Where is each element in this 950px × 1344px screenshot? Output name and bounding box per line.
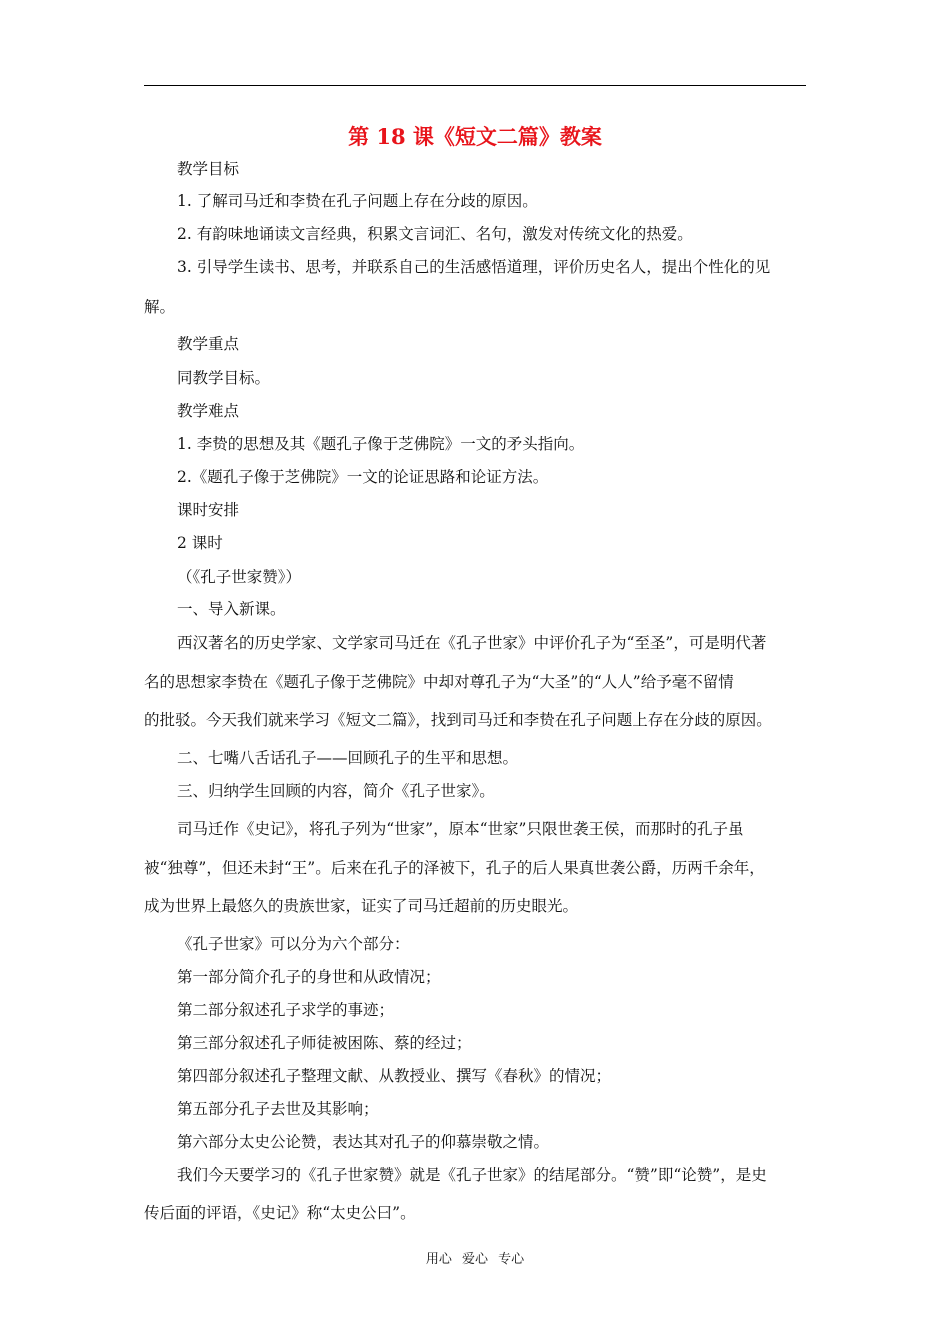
header-rule — [144, 85, 806, 86]
body-line: 1. 了解司马迁和李贽在孔子问题上存在分歧的原因。 — [177, 192, 538, 210]
body-line: 《孔子世家》可以分为六个部分： — [177, 935, 410, 953]
body-line: 西汉著名的历史学家、文学家司马迁在《孔子世家》中评价孔子为“至圣”，可是明代著 — [177, 634, 767, 652]
body-line: 第三部分叙述孔子师徒被困陈、蔡的经过； — [177, 1034, 472, 1052]
body-line: 3. 引导学生读书、思考，并联系自己的生活感悟道理，评价历史名人，提出个性化的见 — [177, 258, 771, 276]
body-line: 1. 李贽的思想及其《题孔子像于芝佛院》一文的矛头指向。 — [177, 435, 585, 453]
body-line: （《孔子世家赞》） — [177, 568, 302, 586]
body-line: 一、导入新课。 — [177, 600, 286, 618]
body-line: 2. 有韵味地诵读文言经典，积累文言词汇、名句，激发对传统文化的热爱。 — [177, 225, 693, 243]
body-line: 第五部分孔子去世及其影响； — [177, 1100, 379, 1118]
body-line: 教学难点 — [177, 402, 240, 420]
body-line: 二、七嘴八舌话孔子——回顾孔子的生平和思想。 — [177, 749, 519, 767]
body-line: 第四部分叙述孔子整理文献、从教授业、撰写《春秋》的情况； — [177, 1067, 612, 1085]
body-line: 第一部分简介孔子的身世和从政情况； — [177, 968, 441, 986]
body-line: 第二部分叙述孔子求学的事迹； — [177, 1001, 395, 1019]
body-line: 名的思想家李贽在《题孔子像于芝佛院》中却对尊孔子为“大圣”的“人人”给予毫不留情 — [144, 673, 734, 691]
page-footer: 用心 爱心 专心 — [425, 1252, 525, 1267]
body-line: 成为世界上最悠久的贵族世家，证实了司马迁超前的历史眼光。 — [144, 897, 579, 915]
body-line: 第六部分太史公论赞，表达其对孔子的仰慕崇敬之情。 — [177, 1133, 550, 1151]
body-line: 解。 — [144, 298, 176, 316]
body-line: 三、归纳学生回顾的内容，简介《孔子世家》。 — [177, 782, 495, 800]
body-line: 我们今天要学习的《孔子世家赞》就是《孔子世家》的结尾部分。“赞”即“论赞”，是史 — [177, 1166, 767, 1184]
body-line: 司马迁作《史记》，将孔子列为“世家”，原本“世家”只限世袭王侯，而那时的孔子虽 — [177, 820, 744, 838]
document-title: 第 18 课《短文二篇》教案 — [348, 124, 602, 149]
body-line: 2 课时 — [177, 534, 223, 552]
body-line: 被“独尊”，但还未封“王”。后来在孔子的泽被下，孔子的后人果真世袭公爵，历两千余年， — [144, 859, 765, 877]
body-line: 课时安排 — [177, 501, 240, 519]
body-line: 同教学目标。 — [177, 369, 271, 387]
body-line: 教学重点 — [177, 335, 240, 353]
body-line: 传后面的评语，《史记》称“太史公曰”。 — [144, 1204, 416, 1222]
body-line: 的批驳。今天我们就来学习《短文二篇》，找到司马迁和李贽在孔子问题上存在分歧的原因。 — [144, 711, 772, 729]
body-line: 2.《题孔子像于芝佛院》一文的论证思路和论证方法。 — [177, 468, 549, 486]
body-line: 教学目标 — [177, 160, 240, 178]
